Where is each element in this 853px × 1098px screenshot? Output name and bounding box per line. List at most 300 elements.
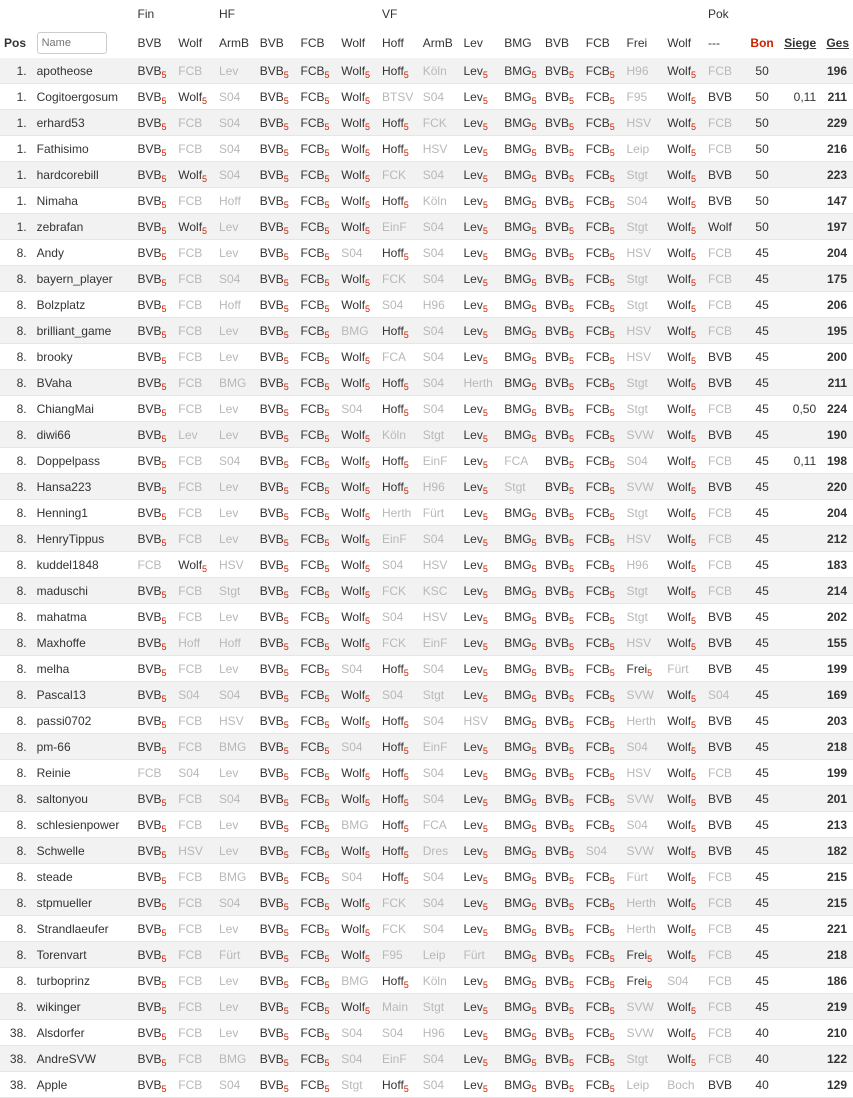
bonus-points: 5 [609, 485, 615, 496]
bonus-points: 5 [531, 173, 537, 184]
tip-cell-correct [541, 188, 582, 214]
tip-team: FCB [300, 219, 325, 234]
tip-team: Fürt [667, 661, 689, 676]
tip-team: Wolf [667, 999, 692, 1014]
tip-team: BVB [137, 921, 162, 936]
bonus-points: 5 [482, 485, 488, 496]
tip-team: FCB [178, 739, 203, 754]
tip-cell-correct [500, 942, 541, 968]
siege-value [779, 786, 820, 812]
tip-cell-correct [256, 136, 297, 162]
tip-team: Lev [463, 843, 483, 858]
tip-cell-wrong [378, 916, 419, 942]
bonus-value: 45 [745, 786, 780, 812]
bonus-points: 5 [482, 459, 488, 470]
tip-cell-wrong [215, 630, 256, 656]
player-name[interactable]: Reinie [33, 760, 134, 786]
tip-team: BMG [504, 245, 532, 260]
tip-team: BMG [504, 661, 532, 676]
column-header: Wolf [667, 36, 692, 50]
tip-team: S04 [382, 609, 404, 624]
bonus-points: 5 [569, 121, 575, 132]
tip-cell-wrong [174, 812, 215, 838]
tip-team: Wolf [667, 115, 692, 130]
tip-cell-wrong [174, 760, 215, 786]
bonus-points: 5 [324, 537, 330, 548]
bonus-points: 5 [324, 147, 330, 158]
bonus-points: 5 [482, 667, 488, 678]
tip-team: FCB [708, 583, 732, 598]
siege-value [779, 812, 820, 838]
player-name[interactable]: Hansa223 [33, 474, 134, 500]
player-name[interactable]: kuddel1848 [33, 552, 134, 578]
tip-cell-correct [500, 1046, 541, 1072]
tip-team: FCB [178, 921, 203, 936]
tip-cell-correct [704, 474, 745, 500]
bonus-points: 5 [283, 615, 289, 626]
player-name[interactable]: Torenvart [33, 942, 134, 968]
tip-cell-wrong [623, 370, 664, 396]
tip-team: H96 [626, 63, 649, 78]
bonus-points: 5 [365, 615, 371, 626]
siege-value [779, 1020, 820, 1046]
tip-cell-wrong [623, 422, 664, 448]
tip-cell-correct [256, 266, 297, 292]
tip-cell-wrong [215, 656, 256, 682]
tip-cell-correct [256, 682, 297, 708]
tip-team: Hoff [382, 765, 404, 780]
tip-cell-wrong [623, 786, 664, 812]
tip-team: BVB [259, 921, 284, 936]
siege-value: 0,50 [779, 396, 820, 422]
player-name[interactable]: brilliant_game [33, 318, 134, 344]
player-name[interactable]: apotheose [33, 58, 134, 84]
player-name[interactable]: Andy [33, 240, 134, 266]
tip-cell-wrong [623, 838, 664, 864]
bonus-points: 5 [202, 563, 208, 574]
tip-cell-correct [663, 578, 704, 604]
tip-cell-correct [297, 656, 338, 682]
tip-team: BMG [504, 401, 532, 416]
bonus-value: 45 [745, 604, 780, 630]
tip-team: FCB [585, 661, 610, 676]
tip-team: FCK [382, 271, 406, 286]
tip-cell-wrong [215, 942, 256, 968]
tip-cell-correct [297, 864, 338, 890]
bonus-points: 5 [531, 589, 537, 600]
total-value: 175 [820, 266, 853, 292]
tip-team: S04 [667, 973, 689, 988]
tip-cell-correct [541, 682, 582, 708]
bonus-points: 5 [324, 251, 330, 262]
tip-team: BVB [545, 323, 570, 338]
tip-cell-correct [704, 344, 745, 370]
tip-team: Herth [626, 713, 656, 728]
tip-team: Lev [463, 349, 483, 364]
tip-team: FCB [585, 219, 610, 234]
tip-cell-wrong [623, 448, 664, 474]
player-name[interactable]: pm-66 [33, 734, 134, 760]
tip-cell-wrong [215, 214, 256, 240]
player-name[interactable]: Cogitoergosum [33, 84, 134, 110]
tip-team: FCB [585, 349, 610, 364]
tip-cell-correct [337, 890, 378, 916]
player-name[interactable]: melha [33, 656, 134, 682]
bonus-points: 5 [283, 641, 289, 652]
bonus-points: 5 [324, 225, 330, 236]
tip-cell-correct [337, 370, 378, 396]
tip-team: Wolf [341, 427, 366, 442]
player-name[interactable]: bayern_player [33, 266, 134, 292]
bonus-points: 5 [531, 823, 537, 834]
column-header: ArmB [422, 36, 453, 50]
tip-cell-correct [297, 396, 338, 422]
player-name[interactable]: Strandlaeufer [33, 916, 134, 942]
tip-cell-correct [663, 994, 704, 1020]
bonus-points: 5 [324, 511, 330, 522]
tip-team: Hoff [382, 791, 404, 806]
tip-team: BVB [137, 349, 162, 364]
position-cell: 38. [0, 1020, 33, 1046]
tip-team: EinF [422, 453, 448, 468]
bonus-points: 5 [691, 251, 697, 262]
tip-team: BVB [259, 245, 284, 260]
name-filter-input[interactable] [37, 32, 107, 54]
tip-team: BVB [545, 843, 570, 858]
bonus-points: 5 [324, 589, 330, 600]
position-cell: 8. [0, 994, 33, 1020]
tip-team: Wolf [341, 843, 366, 858]
column-header: Wolf [341, 36, 366, 50]
tip-cell-wrong [378, 292, 419, 318]
tip-cell-wrong [215, 734, 256, 760]
bonus-points: 5 [365, 849, 371, 860]
table-row [0, 214, 853, 240]
tip-cell-correct [297, 552, 338, 578]
player-name[interactable]: brooky [33, 344, 134, 370]
table-row [0, 812, 853, 838]
tip-team: Stgt [626, 401, 648, 416]
tip-team: BVB [259, 1077, 284, 1092]
tip-cell-wrong [419, 162, 460, 188]
player-name[interactable]: BVaha [33, 370, 134, 396]
tip-cell-correct [582, 604, 623, 630]
tip-cell-correct [460, 760, 501, 786]
tip-team: Stgt [626, 609, 648, 624]
total-sort-link[interactable]: Ges [826, 36, 849, 50]
tip-team: BMG [504, 271, 532, 286]
tip-cell-wrong [419, 838, 460, 864]
tip-team: Lev [463, 531, 483, 546]
tip-cell-wrong [623, 760, 664, 786]
tip-team: Hoff [382, 115, 404, 130]
tip-cell-correct [256, 630, 297, 656]
tip-team: FCB [708, 245, 732, 260]
tip-team: BVB [259, 1051, 284, 1066]
tip-team: S04 [178, 765, 200, 780]
tip-team: FCB [585, 999, 610, 1014]
player-name[interactable]: maduschi [33, 578, 134, 604]
tip-cell-wrong [623, 552, 664, 578]
tip-cell-correct [500, 110, 541, 136]
player-name[interactable]: saltonyou [33, 786, 134, 812]
player-name[interactable]: Pascal13 [33, 682, 134, 708]
tip-cell-wrong [215, 162, 256, 188]
player-name[interactable]: AndreSVW [33, 1046, 134, 1072]
tip-team: Lev [463, 609, 483, 624]
player-name[interactable]: Schwelle [33, 838, 134, 864]
tip-team: Hoff [382, 375, 404, 390]
total-value: 199 [820, 760, 853, 786]
bonus-points: 5 [609, 589, 615, 600]
tip-cell-wrong [419, 58, 460, 84]
player-name[interactable]: Nimaha [33, 188, 134, 214]
tip-cell-correct [582, 1072, 623, 1098]
tip-team: Wolf [667, 739, 692, 754]
player-name[interactable]: erhard53 [33, 110, 134, 136]
bonus-points: 5 [161, 485, 167, 496]
tip-cell-correct [704, 734, 745, 760]
tip-team: FCB [300, 791, 325, 806]
tip-cell-wrong [419, 110, 460, 136]
bonus-value: 45 [745, 526, 780, 552]
player-name[interactable]: Maxhoffe [33, 630, 134, 656]
player-name[interactable]: stpmueller [33, 890, 134, 916]
tip-team: S04 [422, 375, 445, 390]
total-value: 202 [820, 604, 853, 630]
tip-team: Herth [382, 505, 412, 520]
tip-cell-correct [500, 318, 541, 344]
tip-team: Hoff [382, 193, 404, 208]
tip-team: Hoff [382, 245, 404, 260]
position-cell: 8. [0, 734, 33, 760]
tip-cell-correct [337, 682, 378, 708]
tip-cell-wrong [419, 968, 460, 994]
tip-team: Lev [219, 427, 239, 442]
tip-team: Lev [463, 973, 483, 988]
tip-cell-correct [337, 760, 378, 786]
column-header: BVB [259, 36, 284, 50]
tip-cell-correct [500, 162, 541, 188]
bonus-points: 5 [283, 225, 289, 236]
tip-cell-wrong [704, 760, 745, 786]
bonus-value: 45 [745, 734, 780, 760]
tip-cell-wrong [704, 266, 745, 292]
tip-team: BMG [504, 193, 532, 208]
tip-cell-correct [378, 448, 419, 474]
player-name[interactable]: hardcorebill [33, 162, 134, 188]
tip-team: Wolf [667, 791, 692, 806]
siege-value [779, 344, 820, 370]
position-cell: 8. [0, 786, 33, 812]
tip-cell-wrong [582, 838, 623, 864]
player-name[interactable]: schlesienpower [33, 812, 134, 838]
bonus-points: 5 [324, 277, 330, 288]
player-name[interactable]: Bolzplatz [33, 292, 134, 318]
player-name[interactable]: Doppelpass [33, 448, 134, 474]
bonus-points: 5 [609, 95, 615, 106]
player-name[interactable]: Apple [33, 1072, 134, 1098]
bonus-points: 5 [531, 147, 537, 158]
tip-team: FCB [300, 531, 325, 546]
bonus-points: 5 [691, 1005, 697, 1016]
bonus-points: 5 [161, 303, 167, 314]
player-name[interactable]: mahatma [33, 604, 134, 630]
bonus-points: 5 [569, 355, 575, 366]
tip-team: FCB [178, 453, 203, 468]
tip-team: FCB [585, 973, 610, 988]
bonus-points: 5 [283, 95, 289, 106]
tip-cell-wrong [623, 84, 664, 110]
bonus-points: 5 [161, 1057, 167, 1068]
tip-cell-correct [134, 240, 175, 266]
tip-cell-correct [297, 136, 338, 162]
tip-cell-correct [297, 786, 338, 812]
tip-team: BVB [708, 609, 733, 624]
tip-team: Stgt [422, 999, 445, 1014]
tip-cell-wrong [174, 682, 215, 708]
siege-value [779, 630, 820, 656]
tip-cell-correct [134, 1020, 175, 1046]
bonus-points: 5 [691, 199, 697, 210]
bonus-points: 5 [403, 199, 409, 210]
tip-team: FCB [585, 271, 610, 286]
player-name[interactable]: steade [33, 864, 134, 890]
table-row [0, 84, 853, 110]
tip-team: BVB [545, 921, 570, 936]
tip-cell-correct [541, 968, 582, 994]
player-name[interactable]: diwi66 [33, 422, 134, 448]
tip-team: BVB [708, 167, 733, 182]
tip-cell-correct [460, 162, 501, 188]
bonus-points: 5 [531, 355, 537, 366]
tip-team: BVB [137, 947, 162, 962]
tip-team: BMG [504, 1077, 532, 1092]
player-name[interactable]: passi0702 [33, 708, 134, 734]
tip-cell-correct [541, 786, 582, 812]
bonus-points: 5 [609, 329, 615, 340]
tip-cell-correct [582, 318, 623, 344]
group-label: HF [219, 7, 235, 21]
bonus-points: 5 [324, 979, 330, 990]
tip-cell-wrong [337, 1072, 378, 1098]
tip-team: Lev [463, 739, 483, 754]
tip-cell-correct [134, 58, 175, 84]
tip-team: FCB [300, 89, 325, 104]
position-cell: 8. [0, 526, 33, 552]
total-value: 197 [820, 214, 853, 240]
bonus-points: 5 [403, 979, 409, 990]
bonus-points: 5 [283, 901, 289, 912]
tip-cell-wrong [623, 1072, 664, 1098]
tip-team: S04 [422, 349, 445, 364]
tip-cell-correct [500, 214, 541, 240]
group-label [419, 0, 460, 28]
tip-team: Wolf [667, 505, 692, 520]
tip-cell-wrong [215, 396, 256, 422]
siege-sort-link[interactable]: Siege [784, 36, 817, 50]
tip-team: Lev [463, 687, 483, 702]
tip-cell-correct [663, 318, 704, 344]
tip-cell-wrong [215, 890, 256, 916]
tip-cell-correct [134, 838, 175, 864]
player-name[interactable]: wikinger [33, 994, 134, 1020]
bonus-points: 5 [365, 355, 371, 366]
tip-team: BMG [219, 869, 247, 884]
tip-cell-correct [582, 292, 623, 318]
tip-cell-correct [460, 422, 501, 448]
tip-team: Wolf [341, 921, 366, 936]
tip-team: BVB [545, 401, 570, 416]
total-value: 220 [820, 474, 853, 500]
siege-value [779, 162, 820, 188]
tip-team: BMG [504, 375, 532, 390]
bonus-value: 45 [745, 630, 780, 656]
bonus-points: 5 [365, 69, 371, 80]
bonus-points: 5 [609, 537, 615, 548]
siege-value [779, 526, 820, 552]
tip-cell-wrong [419, 1020, 460, 1046]
player-name[interactable]: Fathisimo [33, 136, 134, 162]
tip-cell-wrong [500, 448, 541, 474]
tip-team: S04 [626, 817, 648, 832]
tip-cell-correct [256, 916, 297, 942]
tip-team: Wolf [341, 765, 366, 780]
tip-team: FCB [178, 869, 203, 884]
position-cell: 8. [0, 578, 33, 604]
tip-cell-correct [297, 760, 338, 786]
bonus-points: 5 [569, 927, 575, 938]
player-name[interactable]: Henning1 [33, 500, 134, 526]
tip-team: FCB [585, 245, 610, 260]
bonus-value: 45 [745, 890, 780, 916]
tip-cell-correct [582, 396, 623, 422]
tip-team: Fürt [219, 947, 241, 962]
bonus-points: 5 [691, 1057, 697, 1068]
tip-team: BVB [137, 635, 162, 650]
siege-value [779, 58, 820, 84]
tip-team: S04 [341, 245, 363, 260]
player-name[interactable]: ChiangMai [33, 396, 134, 422]
player-name[interactable]: HenryTippus [33, 526, 134, 552]
tip-cell-wrong [378, 344, 419, 370]
tip-cell-correct [460, 396, 501, 422]
tip-team: BVB [545, 349, 570, 364]
tip-cell-correct [663, 396, 704, 422]
tip-team: FCB [178, 999, 203, 1014]
bonus-points: 5 [609, 823, 615, 834]
tip-cell-wrong [419, 214, 460, 240]
tip-cell-wrong [419, 760, 460, 786]
tip-cell-correct [297, 110, 338, 136]
tip-team: BVB [545, 505, 570, 520]
tip-cell-correct [460, 1072, 501, 1098]
tip-team: FCB [300, 557, 325, 572]
player-name[interactable]: zebrafan [33, 214, 134, 240]
position-cell: 8. [0, 942, 33, 968]
tip-cell-correct [134, 422, 175, 448]
bonus-points: 5 [569, 277, 575, 288]
tip-team: Hoff [382, 401, 404, 416]
tip-team: BVB [137, 1051, 162, 1066]
tip-team: Wolf [341, 713, 366, 728]
player-name[interactable]: turboprinz [33, 968, 134, 994]
player-name[interactable]: Alsdorfer [33, 1020, 134, 1046]
tip-cell-correct [582, 656, 623, 682]
tip-team: Wolf [341, 297, 366, 312]
tip-team: Hoff [382, 453, 404, 468]
tip-cell-wrong [378, 526, 419, 552]
